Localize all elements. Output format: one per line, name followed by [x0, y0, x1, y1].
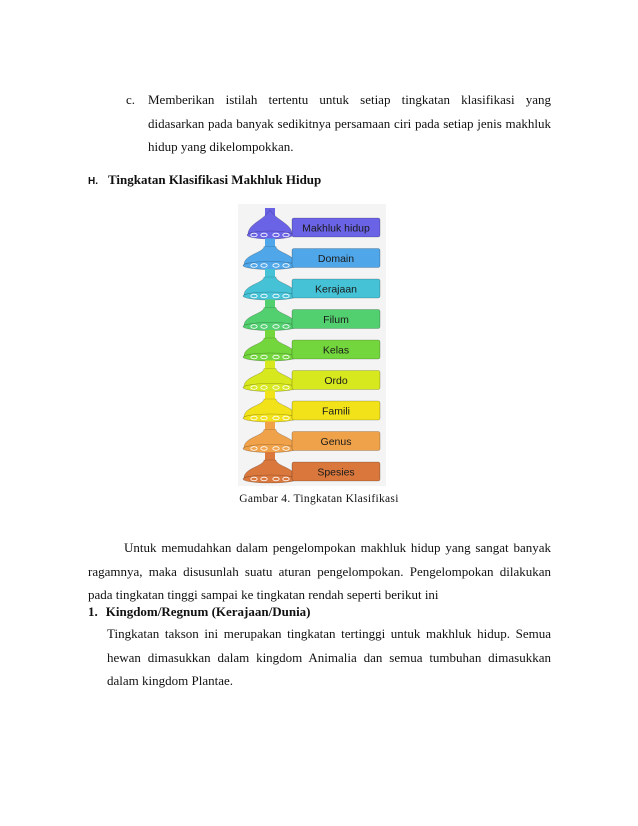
- section-heading: [88, 172, 321, 188]
- level-label: Ordo: [324, 375, 348, 387]
- numbered-heading: [88, 604, 311, 620]
- list-item-text: Memberikan istilah tertentu untuk setiap tingkatan klasifikasi yang didasarkan pada banyak sedikitnya persamaan ciri pada setiap jenis makhluk hidup yang dikelompokkan.: [148, 92, 551, 154]
- intro-paragraph: Untuk memudahkan dalam pengelompokan makhluk hidup yang sangat banyak ragamnya, maka disusunlah suatu aturan pengelompokan. Pengelompokan dilakukan pada tingkatan tinggi sampai ke tingkatan rendah seperti berikut ini: [88, 540, 551, 602]
- numbered-body-text: Tingkatan takson ini merupakan tingkatan tertinggi untuk makhluk hidup. Semua hewan dimasukkan dalam kingdom Animalia dan semua tumbuhan dimasukkan dalam kingdom Plantae.: [107, 626, 551, 688]
- heading-number: 1.: [88, 604, 98, 619]
- level-label: Genus: [320, 436, 352, 448]
- level-label: Domain: [317, 253, 355, 265]
- level-label: Filum: [323, 314, 349, 326]
- section-marker: H.: [88, 176, 98, 187]
- level-label: Kelas: [322, 344, 350, 357]
- level-label: Makhluk hidup: [302, 222, 370, 235]
- level-label: Spesies: [317, 466, 355, 479]
- level-label: Kerajaan: [314, 283, 358, 296]
- heading-title: Kingdom/Regnum (Kerajaan/Dunia): [105, 604, 311, 619]
- figure-caption: Gambar 4. Tingkatan Klasifikasi: [239, 493, 399, 505]
- level-base: [247, 231, 293, 239]
- classification-hierarchy-diagram: [238, 204, 386, 486]
- section-title: Tingkatan Klasifikasi Makhluk Hidup: [108, 172, 322, 187]
- classification-figure: [238, 204, 386, 486]
- list-marker: c.: [126, 92, 136, 107]
- list-item-c: [126, 88, 551, 159]
- level-label: Famili: [322, 405, 350, 418]
